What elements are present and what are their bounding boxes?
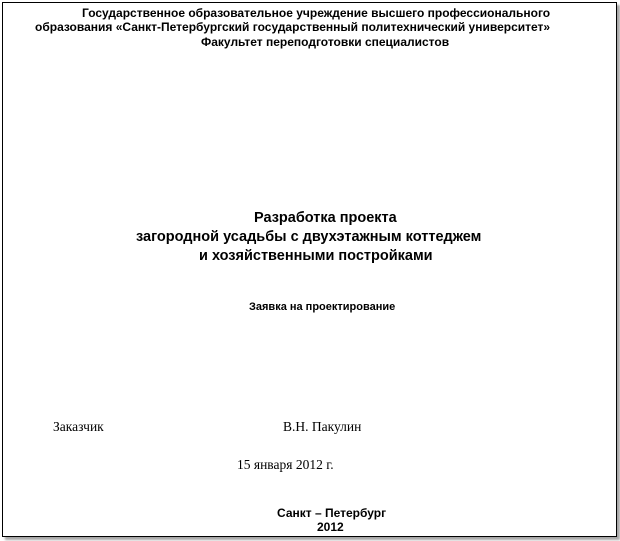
document-date: 15 января 2012 г.	[237, 457, 334, 472]
title-line-1: Разработка проекта	[254, 210, 397, 226]
footer-year: 2012	[317, 520, 344, 534]
title-line-3: и хозяйственными постройками	[199, 248, 433, 264]
document-subtitle: Заявка на проектирование	[249, 301, 396, 313]
document-page	[2, 2, 617, 537]
customer-name: В.Н. Пакулин	[283, 419, 362, 434]
header-institution-line-1: Государственное образовательное учреждение высшего профессионального	[82, 6, 551, 20]
header-institution-line-2: образования «Санкт-Петербургский государственный политехнический университет»	[35, 20, 551, 34]
header-faculty: Факультет переподготовки специалистов	[201, 35, 450, 49]
footer-city: Санкт – Петербург	[277, 506, 387, 520]
title-line-2: загородной усадьбы с двухэтажным коттеджем	[136, 229, 482, 245]
customer-label: Заказчик	[53, 419, 104, 434]
